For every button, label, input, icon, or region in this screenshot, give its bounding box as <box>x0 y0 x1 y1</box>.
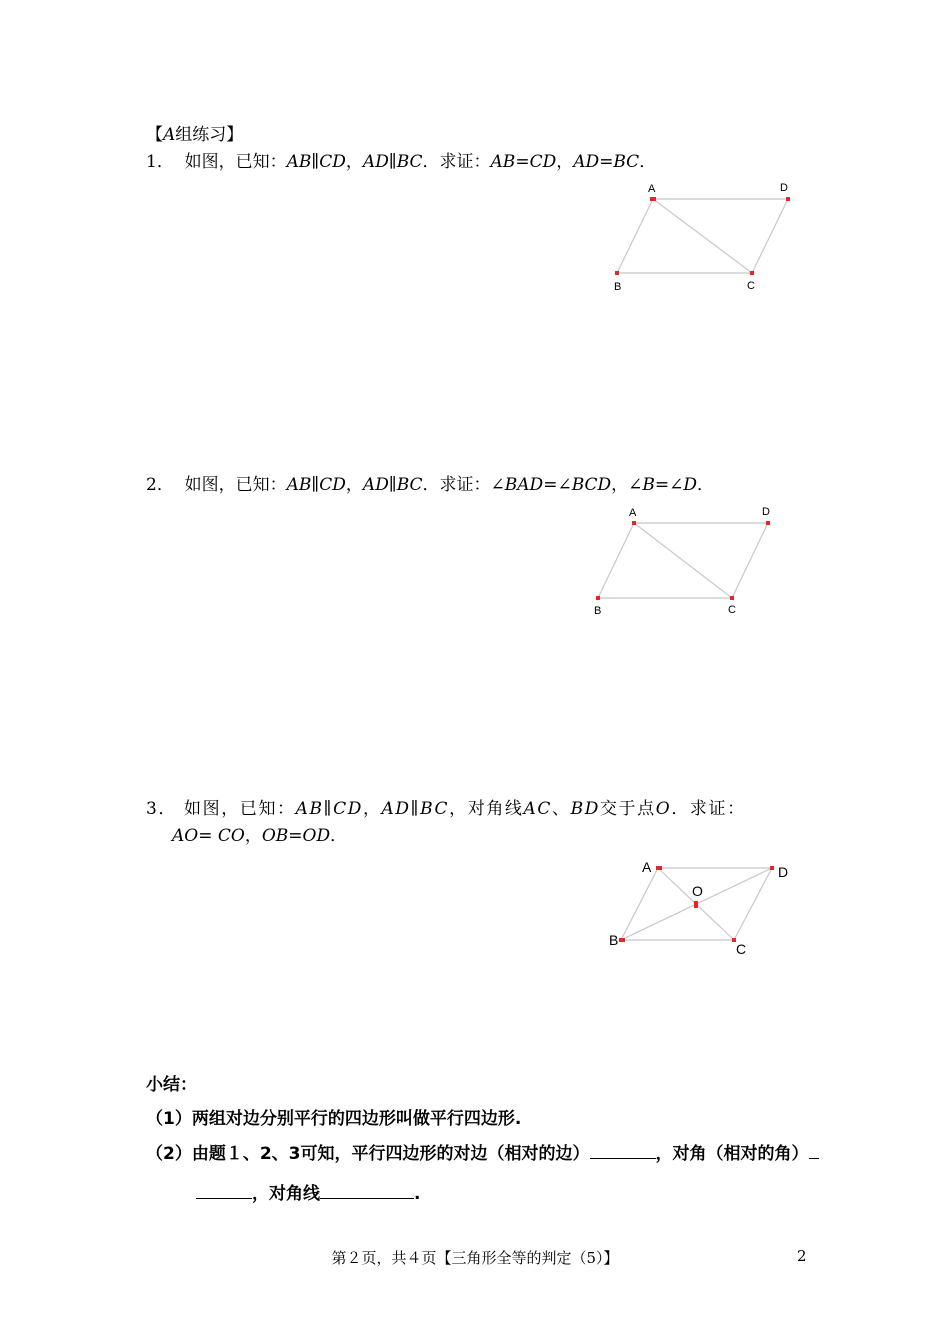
label-a: A <box>629 507 637 519</box>
label-c: C <box>736 941 747 957</box>
equals-sign: = <box>599 152 614 172</box>
problem-1-statement <box>146 151 656 173</box>
punctuation: ， <box>556 152 574 172</box>
summary-item-1: （1）两组对边分别平行的四边形叫做平行四边形. <box>146 1109 522 1129</box>
segment-cd <box>732 523 768 598</box>
answer-blank-opposite-angles[interactable] <box>196 1182 252 1199</box>
parallel-symbol: ∥ <box>323 799 334 819</box>
answer-blank-diagonals[interactable] <box>320 1182 414 1199</box>
parallel-symbol: ∥ <box>410 799 421 819</box>
math-segment: AC <box>523 799 553 819</box>
point-d-marker <box>770 866 774 870</box>
label-a: A <box>642 859 652 875</box>
point-c-marker <box>730 596 734 600</box>
math-segment: CD <box>529 152 557 172</box>
parallel-symbol: ∥ <box>388 152 397 172</box>
punctuation: ， <box>345 152 363 172</box>
section-title-group-letter: A <box>163 125 176 145</box>
math-segment: AB <box>286 475 312 495</box>
math-segment: AO <box>172 826 199 846</box>
page-footer: 第２页，共４页【三角形全等的判定（5）】 <box>331 1249 619 1267</box>
point-a-marker <box>650 197 656 201</box>
math-segment: OB <box>261 826 289 846</box>
problem-3-figure <box>600 852 800 962</box>
math-segment: BC <box>613 152 640 172</box>
angle-symbol: ∠ <box>628 475 643 495</box>
math-segment: AB <box>286 152 312 172</box>
point-b-marker <box>615 271 619 275</box>
segment-ab <box>617 199 653 273</box>
math-angle: BAD <box>504 475 544 495</box>
parallel-symbol: ∥ <box>311 475 320 495</box>
angle-symbol: ∠ <box>669 475 684 495</box>
math-segment: AB <box>295 799 324 819</box>
math-segment: AD <box>381 799 411 819</box>
answer-blank-opposite-angles-start[interactable] <box>809 1142 819 1159</box>
diagonal-ac <box>634 523 732 598</box>
equals-sign: = <box>543 475 558 495</box>
math-segment: CD <box>319 152 346 172</box>
parallel-symbol: ∥ <box>311 152 320 172</box>
summary-item-3-end: . <box>414 1184 421 1204</box>
problem-1-figure <box>600 176 810 296</box>
label-c: C <box>747 280 755 292</box>
math-angle: B <box>642 475 655 495</box>
statement-text: ．求证： <box>422 152 491 172</box>
label-d: D <box>778 864 789 880</box>
statement-text: ，对角线 <box>449 799 524 819</box>
segment-cd <box>752 199 788 273</box>
point-a-marker <box>632 521 636 525</box>
math-segment: BC <box>396 152 423 172</box>
summary-item-3-text: ，对角线 <box>252 1184 320 1204</box>
label-a: A <box>648 183 656 195</box>
problem-2-statement <box>146 474 714 496</box>
label-c: C <box>728 604 736 616</box>
point-o-marker <box>694 901 698 908</box>
angle-symbol: ∠ <box>557 475 572 495</box>
problem-3-statement <box>146 798 746 820</box>
math-segment: AD <box>573 152 600 172</box>
point-b-marker <box>596 596 600 600</box>
section-title-text: 组练习 <box>175 125 227 145</box>
punctuation: ， <box>244 826 262 846</box>
label-d: D <box>780 182 788 194</box>
statement-text: 如图，已知： <box>184 475 287 495</box>
angle-symbol: ∠ <box>490 475 505 495</box>
punctuation: ， <box>362 799 382 819</box>
math-segment: CD <box>333 799 363 819</box>
math-segment: AD <box>362 475 389 495</box>
answer-blank-opposite-sides[interactable] <box>590 1142 656 1159</box>
problem-number: 3． <box>146 799 178 819</box>
punctuation: ． <box>639 152 657 172</box>
math-segment: CD <box>319 475 346 495</box>
summary-item-2-text: （2）由题１、2、3可知，平行四边形的对边（相对的边） <box>146 1144 590 1164</box>
point-d-marker <box>786 197 790 201</box>
math-segment: AD <box>362 152 389 172</box>
problem-number: 2． <box>146 475 174 495</box>
point-d-marker <box>766 521 770 525</box>
equals-sign: = <box>288 826 303 846</box>
section-title-bracket-close: 】 <box>226 125 244 145</box>
equals-sign: = <box>515 152 530 172</box>
punctuation: ． <box>697 475 715 495</box>
statement-text: 交于点 <box>599 799 656 819</box>
equals-sign: = <box>198 826 218 846</box>
math-segment: BC <box>420 799 450 819</box>
math-angle: D <box>683 475 698 495</box>
statement-text: 如图，已知： <box>184 152 287 172</box>
summary-title: 小结： <box>146 1075 197 1095</box>
label-b: B <box>609 932 619 948</box>
math-segment: AB <box>490 152 516 172</box>
punctuation: 、 <box>552 799 571 819</box>
math-segment: BD <box>570 799 600 819</box>
summary-item-2-text-continued: ，对角（相对的角） <box>655 1144 809 1164</box>
math-segment: OD <box>302 826 331 846</box>
point-a-marker <box>656 866 662 870</box>
math-point: O <box>655 799 672 819</box>
punctuation: ， <box>345 475 363 495</box>
statement-text: 如图，已知： <box>184 799 296 819</box>
summary-item-3 <box>196 1182 420 1205</box>
label-o: O <box>692 883 703 899</box>
problem-2-figure <box>580 500 790 620</box>
parallel-symbol: ∥ <box>388 475 397 495</box>
segment-ab <box>598 523 634 598</box>
point-b-marker <box>619 938 625 942</box>
segment-cd <box>734 868 772 940</box>
summary-item-2 <box>146 1142 819 1165</box>
math-angle: BCD <box>571 475 612 495</box>
problem-3-statement-continued <box>172 825 347 847</box>
label-d: D <box>762 506 770 518</box>
statement-text: ．求证： <box>422 475 491 495</box>
page-number: 2 <box>797 1247 807 1265</box>
math-segment: BC <box>396 475 423 495</box>
problem-number: 1． <box>146 152 174 172</box>
label-b: B <box>594 605 602 617</box>
statement-text: ．求证： <box>671 799 746 819</box>
punctuation: ． <box>330 826 348 846</box>
equals-sign: = <box>654 475 670 495</box>
math-segment: CO <box>217 826 245 846</box>
point-c-marker <box>750 271 754 275</box>
label-b: B <box>614 281 622 293</box>
section-title-bracket-open: 【 <box>146 125 163 145</box>
section-title <box>146 124 243 146</box>
segment-ab <box>621 868 658 940</box>
diagonal-ac <box>653 199 752 273</box>
punctuation: ， <box>611 475 629 495</box>
